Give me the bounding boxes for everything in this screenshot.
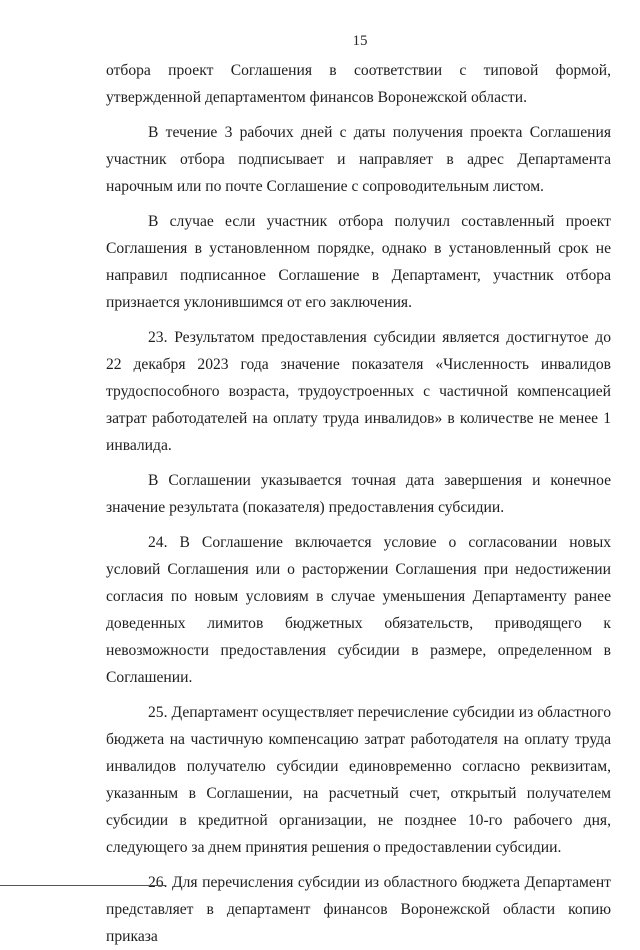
page-number: 15	[352, 33, 368, 49]
paragraph-item-23: 23. Результатом предоставления субсидии является достигнутое до 22 декабря 2023 года значение показателя «Численность инвалидов трудоспособного возраста, трудоустроенных с частичной компенсацией затрат работодателей на оплату труда инвалидов» в количестве не менее 1 инвалида.	[106, 329, 611, 454]
paragraph-result-date: В Соглашении указывается точная дата завершения и конечное значение результата (показателя) предоставления субсидии.	[106, 472, 611, 516]
paragraph-signing-term: В течение 3 рабочих дней с даты получения проекта Соглашения участник отбора подписывает и направляет в адрес Департамента нарочным или по почте Соглашение с сопроводительным листом.	[106, 124, 611, 195]
document-body	[106, 57, 611, 950]
paragraph-item-25: 25. Департамент осуществляет перечисление субсидии из областного бюджета на частичную компенсацию затрат работодателя на оплату труда инвалидов получателю субсидии единовременно согласно реквизитам, указанным в Соглашении, на расчетный счет, открытый получателем субсидии в кредитной организации, не позднее 10-го рабочего дня, следующего за днем принятия решения о предоставлении субсидии.	[106, 704, 611, 856]
paragraph-continuation: отбора проект Соглашения в соответствии с типовой формой, утвержденной департаментом финансов Воронежской области.	[106, 62, 611, 106]
paragraph-evasion: В случае если участник отбора получил составленный проект Соглашения в установленном порядке, однако в установленный срок не направил подписанное Соглашение в Департамент, участник отбора признается уклонившимся от его заключения.	[106, 213, 611, 311]
footer-rule	[0, 885, 165, 886]
paragraph-item-24: 24. В Соглашение включается условие о согласовании новых условий Соглашения или о расторжении Соглашения при недостижении согласия по новым условиям в случае уменьшения Департаменту ранее доведенных лимитов бюджетных обязательств, приводящего к невозможности предоставления субсидии в размере, определенном в Соглашении.	[106, 534, 611, 686]
paragraph-item-26: 26. Для перечисления субсидии из областного бюджета Департамент представляет в департамент финансов Воронежской области копию приказа	[106, 874, 611, 945]
